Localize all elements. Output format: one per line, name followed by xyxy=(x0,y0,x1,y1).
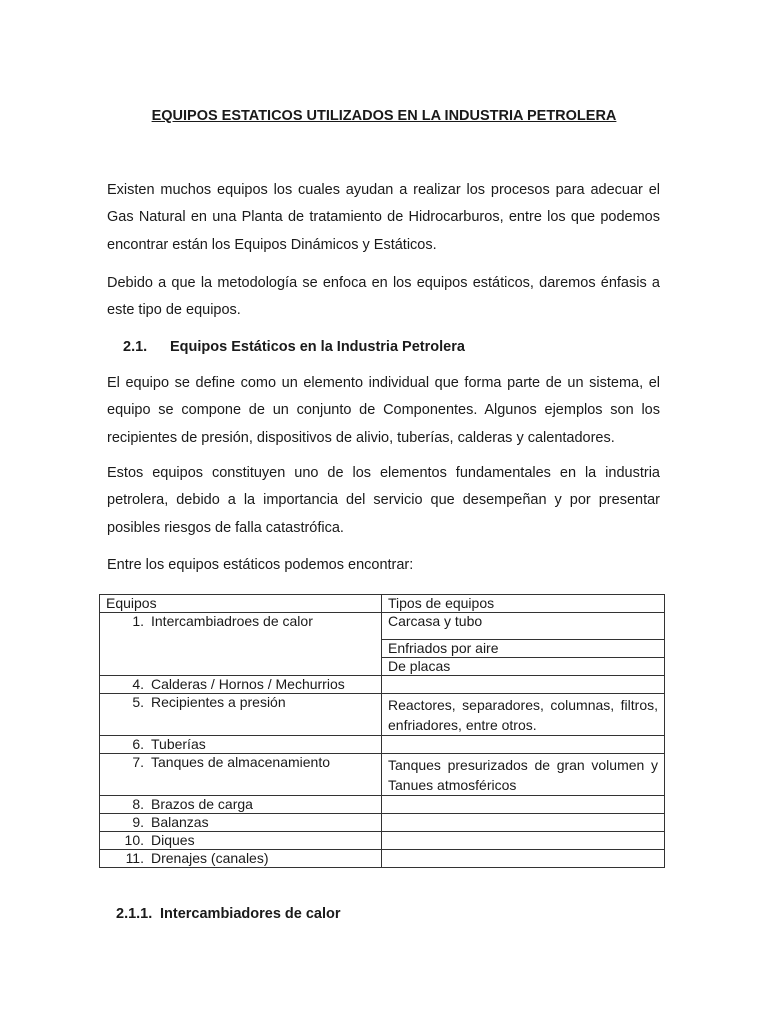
intro-paragraph-1: Existen muchos equipos los cuales ayudan a realizar los procesos para adecuar el Gas Natural en una Planta de tratamiento de Hidrocarburos, entre los que podemos encontrar están los Equipos Dinámicos y Estáticos. xyxy=(107,182,660,253)
table-cell-tipo: Carcasa y tubo xyxy=(382,613,665,640)
section-heading-2-1 xyxy=(123,339,465,355)
table-row xyxy=(100,814,665,832)
table-cell-tipo xyxy=(382,814,665,832)
section-paragraph-1: El equipo se define como un elemento individual que forma parte de un sistema, el equipo se compone de un conjunto de Componentes. Algunos ejemplos son los recipientes de presión, dispositivos de alivio, tuberías, calderas y calentadores. xyxy=(107,375,660,446)
table-header-cell: Equipos xyxy=(100,595,382,613)
list-number: 10. xyxy=(124,832,144,848)
equipo-name: Calderas / Hornos / Mechurrios xyxy=(151,676,345,692)
section-title: Equipos Estáticos en la Industria Petrolera xyxy=(170,339,465,355)
section-title: Intercambiadores de calor xyxy=(160,906,341,922)
table-cell-equipo xyxy=(100,694,382,736)
table-row xyxy=(100,676,665,694)
table-cell-equipo xyxy=(100,613,382,676)
table-cell-tipo xyxy=(382,676,665,694)
list-number: 9. xyxy=(132,814,144,830)
equipo-name: Diques xyxy=(151,832,195,848)
section-number: 2.1. xyxy=(123,339,148,355)
equipo-name: Recipientes a presión xyxy=(151,694,286,710)
table-cell-tipo: Reactores, separadores, columnas, filtros, enfriadores, entre otros. xyxy=(382,694,665,736)
table-cell-equipo xyxy=(100,796,382,814)
document-title: EQUIPOS ESTATICOS UTILIZADOS EN LA INDUSTRIA PETROLERA xyxy=(151,108,617,124)
section-number: 2.1.1. xyxy=(116,906,153,922)
table-row xyxy=(100,736,665,754)
intro-paragraph-2: Debido a que la metodología se enfoca en los equipos estáticos, daremos énfasis a este tipo de equipos. xyxy=(107,275,660,319)
list-number: 5. xyxy=(132,694,144,710)
table-header-row xyxy=(100,595,665,613)
list-number: 4. xyxy=(132,676,144,692)
section-heading-2-1-1 xyxy=(116,906,341,922)
list-number: 1. xyxy=(132,613,144,629)
table-row xyxy=(100,796,665,814)
table-header-cell: Tipos de equipos xyxy=(382,595,665,613)
table-cell-equipo xyxy=(100,754,382,796)
list-number: 6. xyxy=(132,736,144,752)
equipo-name: Drenajes (canales) xyxy=(151,850,269,866)
table-cell-tipo: De placas xyxy=(382,658,665,676)
table-cell-tipo: Tanques presurizados de gran volumen y Tanues atmosféricos xyxy=(382,754,665,796)
table-cell-tipo: Enfriados por aire xyxy=(382,640,665,658)
equipo-name: Brazos de carga xyxy=(151,796,253,812)
table-cell-equipo xyxy=(100,832,382,850)
list-number: 11. xyxy=(125,850,144,866)
section-paragraph-3: Entre los equipos estáticos podemos encontrar: xyxy=(107,557,414,573)
table-row xyxy=(100,832,665,850)
table-cell-equipo xyxy=(100,736,382,754)
table-row xyxy=(100,613,665,640)
equipo-name: Tanques de almacenamiento xyxy=(151,754,331,770)
equipment-table xyxy=(99,594,665,868)
table-cell-equipo xyxy=(100,676,382,694)
equipo-name: Balanzas xyxy=(151,814,209,830)
table-cell-tipo xyxy=(382,850,665,868)
equipo-name: Intercambiadroes de calor xyxy=(151,613,313,629)
table-row xyxy=(100,694,665,736)
section-paragraph-2: Estos equipos constituyen uno de los elementos fundamentales en la industria petrolera, debido a la importancia del servicio que desempeñan y por presentar posibles riesgos de falla catastrófica. xyxy=(107,465,660,536)
table-cell-equipo xyxy=(100,814,382,832)
table-cell-tipo xyxy=(382,736,665,754)
table-row xyxy=(100,754,665,796)
equipo-name: Tuberías xyxy=(151,736,206,752)
table-cell-tipo xyxy=(382,832,665,850)
table-cell-equipo xyxy=(100,850,382,868)
table-cell-tipo xyxy=(382,796,665,814)
list-number: 8. xyxy=(132,796,144,812)
table-row xyxy=(100,850,665,868)
list-number: 7. xyxy=(132,754,144,770)
